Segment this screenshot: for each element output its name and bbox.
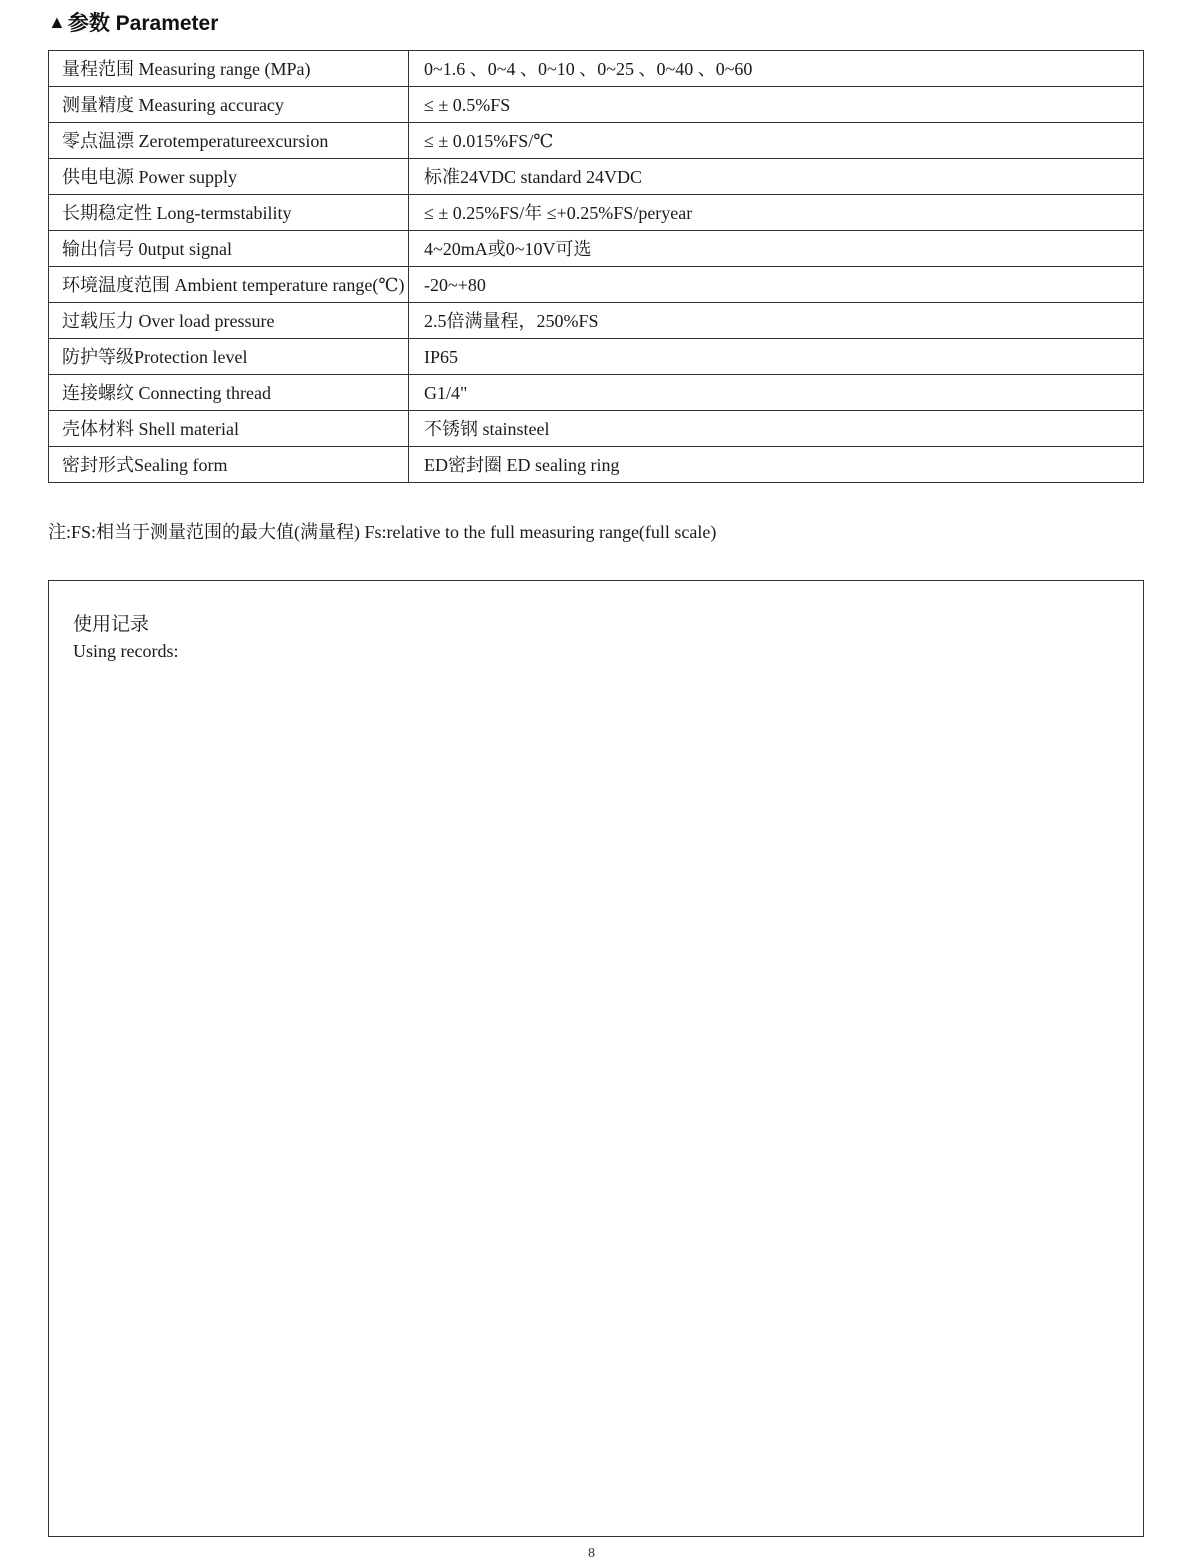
parameter-table bbox=[48, 50, 1144, 483]
param-value: 4~20mA或0~10V可选 bbox=[409, 231, 1144, 267]
table-row bbox=[49, 195, 1144, 231]
param-value: -20~+80 bbox=[409, 267, 1144, 303]
table-row bbox=[49, 159, 1144, 195]
param-value: ≤ ± 0.5%FS bbox=[409, 87, 1144, 123]
param-label: 防护等级Protection level bbox=[49, 339, 409, 375]
param-value: G1/4" bbox=[409, 375, 1144, 411]
table-row bbox=[49, 339, 1144, 375]
param-value: IP65 bbox=[409, 339, 1144, 375]
param-label: 量程范围 Measuring range (MPa) bbox=[49, 51, 409, 87]
records-title-cn: 使用记录 bbox=[73, 614, 150, 635]
param-label: 密封形式Sealing form bbox=[49, 447, 409, 483]
param-label: 长期稳定性 Long-termstability bbox=[49, 195, 409, 231]
table-row bbox=[49, 231, 1144, 267]
table-row bbox=[49, 375, 1144, 411]
param-value: 不锈钢 stainsteel bbox=[409, 411, 1144, 447]
param-label: 环境温度范围 Ambient temperature range(℃) bbox=[49, 267, 409, 303]
table-row bbox=[49, 87, 1144, 123]
param-label: 连接螺纹 Connecting thread bbox=[49, 375, 409, 411]
param-value: 标准24VDC standard 24VDC bbox=[409, 159, 1144, 195]
table-row bbox=[49, 303, 1144, 339]
param-label: 输出信号 0utput signal bbox=[49, 231, 409, 267]
param-value: ED密封圈 ED sealing ring bbox=[409, 447, 1144, 483]
table-row bbox=[49, 411, 1144, 447]
param-label: 过载压力 Over load pressure bbox=[49, 303, 409, 339]
param-value: 2.5倍满量程，250%FS bbox=[409, 303, 1144, 339]
using-records-box bbox=[48, 580, 1144, 1537]
page-number: 8 bbox=[588, 1546, 595, 1561]
records-title-en: Using records: bbox=[73, 641, 179, 661]
param-label: 壳体材料 Shell material bbox=[49, 411, 409, 447]
triangle-marker-icon: ▲ bbox=[48, 11, 66, 32]
param-value: 0~1.6 、0~4 、0~10 、0~25 、0~40 、0~60 bbox=[409, 51, 1144, 87]
param-value: ≤ ± 0.25%FS/年 ≤+0.25%FS/peryear bbox=[409, 195, 1144, 231]
footnote: 注:FS:相当于测量范围的最大值(满量程) Fs:relative to the full measuring range(full scale) bbox=[48, 522, 717, 542]
table-row bbox=[49, 51, 1144, 87]
param-label: 测量精度 Measuring accuracy bbox=[49, 87, 409, 123]
param-label: 零点温漂 Zerotemperatureexcursion bbox=[49, 123, 409, 159]
table-row bbox=[49, 123, 1144, 159]
param-label: 供电电源 Power supply bbox=[49, 159, 409, 195]
section-title bbox=[48, 8, 218, 36]
table-row bbox=[49, 267, 1144, 303]
param-value: ≤ ± 0.015%FS/℃ bbox=[409, 123, 1144, 159]
section-title-text: 参数 Parameter bbox=[67, 12, 219, 35]
table-row bbox=[49, 447, 1144, 483]
